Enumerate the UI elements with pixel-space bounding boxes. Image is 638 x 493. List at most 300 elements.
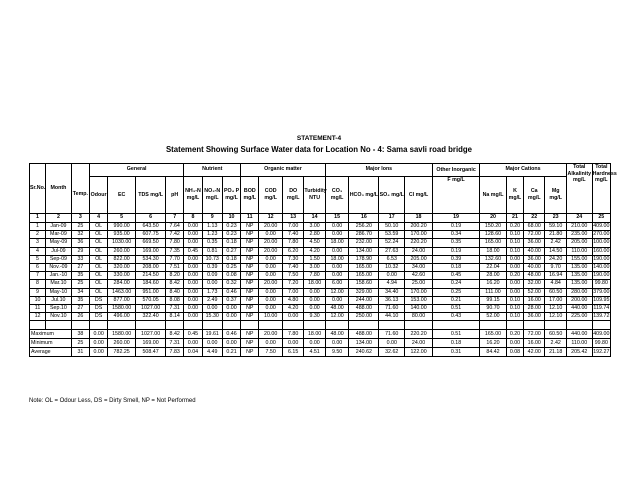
table-cell: 256.20 <box>349 223 379 231</box>
table-cell: 158.60 <box>349 280 379 288</box>
table-row <box>30 239 611 247</box>
spacer-cell <box>379 321 405 330</box>
summary-cell: 16.20 <box>480 339 507 348</box>
table-cell: 607.75 <box>136 231 166 239</box>
table-cell: 150.20 <box>480 223 507 231</box>
spacer-cell <box>480 321 507 330</box>
column-number: 21 <box>506 214 523 223</box>
spacer-cell <box>241 321 259 330</box>
table-cell: 7.00 <box>282 223 303 231</box>
table-cell: 0.00 <box>506 264 523 272</box>
table-cell: 7.40 <box>282 264 303 272</box>
table-cell: 12.10 <box>545 313 566 321</box>
table-cell: 2.49 <box>202 296 222 304</box>
table-cell: 48.00 <box>325 305 349 313</box>
column-number: 7 <box>166 214 184 223</box>
group-major-ions: Major Ions <box>325 164 432 177</box>
table-row <box>30 280 611 288</box>
table-row <box>30 288 611 296</box>
table-cell: 0.18 <box>432 264 479 272</box>
header-nh3n: NH₃-N mg/L <box>184 177 202 214</box>
table-row <box>30 247 611 255</box>
table-cell: 36.00 <box>524 313 545 321</box>
table-cell: 40.00 <box>524 247 545 255</box>
column-number: 2 <box>46 214 72 223</box>
summary-cell: 440.00 <box>566 330 592 339</box>
table-cell: 36 <box>71 239 89 247</box>
table-cell: 270.00 <box>593 231 610 238</box>
header-na: Na mg/L <box>480 177 507 214</box>
table-cell: 0.25 <box>432 288 479 296</box>
table-cell: NP <box>241 247 259 255</box>
table-cell: 0.00 <box>506 255 523 263</box>
table-cell: 71.60 <box>379 305 405 313</box>
summary-cell: 508.47 <box>136 348 166 357</box>
table-row <box>30 296 611 304</box>
table-cell: 3.00 <box>304 264 325 272</box>
table-cell: 225.00 <box>566 313 592 321</box>
table-cell: 190.00 <box>593 255 610 262</box>
summary-label: Average <box>30 348 72 357</box>
table-cell: 0.00 <box>184 305 202 313</box>
table-cell: 496.00 <box>108 313 136 321</box>
header-mg: Mg mg/L <box>545 177 566 214</box>
table-cell: 135.00 <box>566 280 592 288</box>
table-cell: 214.50 <box>136 272 166 280</box>
table-cell: 0.19 <box>432 247 479 255</box>
table-cell: 205.00 <box>566 239 592 247</box>
table-cell: 0.27 <box>222 247 240 255</box>
summary-cell: 0.00 <box>90 330 108 339</box>
table-cell: 6 <box>30 264 46 272</box>
table-cell: 0.00 <box>259 272 283 280</box>
table-cell: 260.00 <box>108 247 136 255</box>
summary-cell: 0.00 <box>90 348 108 357</box>
table-cell: DS <box>90 305 108 313</box>
spacer-cell <box>592 321 610 330</box>
table-cell: 160.00 <box>593 247 610 254</box>
header-ec: EC <box>108 177 136 214</box>
water-data-table-container <box>29 163 617 357</box>
summary-cell: 18.00 <box>304 330 325 339</box>
table-cell: 42.60 <box>405 272 433 280</box>
table-cell: 8.14 <box>166 313 184 321</box>
table-cell: 6.00 <box>325 280 349 288</box>
table-cell: NP <box>241 239 259 247</box>
table-cell: 60.50 <box>545 288 566 296</box>
table-cell: 330.00 <box>108 272 136 280</box>
table-cell: 0.10 <box>506 305 523 313</box>
table-cell: 16.00 <box>524 296 545 304</box>
table-cell: 28.00 <box>524 305 545 313</box>
table-cell: 12 <box>30 313 46 321</box>
summary-row <box>30 339 611 348</box>
group-other-inorganic: Other Inorganic <box>432 164 479 177</box>
header-month: Month <box>46 164 72 214</box>
summary-cell: 72.00 <box>524 330 545 339</box>
table-cell: 286.70 <box>349 231 379 239</box>
group-nutrient: Nutrient <box>184 164 241 177</box>
table-cell: 0.00 <box>202 280 222 288</box>
header-co3: CO₃ mg/L <box>325 177 349 214</box>
table-cell: 134.00 <box>349 247 379 255</box>
column-number: 11 <box>241 214 259 223</box>
table-cell: NP <box>241 255 259 263</box>
table-cell: 877.00 <box>108 296 136 304</box>
column-number: 19 <box>432 214 479 223</box>
table-cell: 26 <box>71 313 89 321</box>
table-cell: 0.23 <box>222 231 240 239</box>
table-cell: 128.60 <box>480 231 507 239</box>
table-cell: 5 <box>30 255 46 263</box>
table-header <box>30 164 617 223</box>
table-cell: 0.37 <box>222 296 240 304</box>
table-cell: 0.51 <box>432 305 479 313</box>
table-cell: 379.00 <box>593 288 610 295</box>
table-cell: 135.00 <box>566 264 592 272</box>
table-cell: 4.20 <box>304 247 325 255</box>
spacer-cell <box>545 321 566 330</box>
table-cell: 9.70 <box>545 264 566 272</box>
summary-cell: 38 <box>71 330 89 339</box>
table-cell: 7.51 <box>166 264 184 272</box>
table-cell: 20.00 <box>259 247 283 255</box>
table-cell: 0.35 <box>432 239 479 247</box>
header-so4: SO₄ mg/L <box>379 177 405 214</box>
table-cell: 0.00 <box>259 231 283 239</box>
table-cell: 99.15 <box>480 296 507 304</box>
table-cell: 2.80 <box>304 231 325 239</box>
table-cell: 132.60 <box>480 255 507 263</box>
spacer-cell <box>71 321 89 330</box>
summary-cell: 0.20 <box>506 330 523 339</box>
table-cell: 4.94 <box>379 280 405 288</box>
table-cell: 7.31 <box>166 305 184 313</box>
table-cell: 0.00 <box>325 231 349 239</box>
table-cell: 52.24 <box>379 239 405 247</box>
table-cell: 244.00 <box>349 296 379 304</box>
summary-cell: 7.31 <box>166 339 184 348</box>
table-cell: 643.50 <box>136 223 166 231</box>
column-number: 18 <box>405 214 433 223</box>
spacer-cell <box>349 321 379 330</box>
table-cell: 52.00 <box>524 288 545 296</box>
summary-cell: NP <box>241 330 259 339</box>
table-cell: 40.00 <box>524 264 545 272</box>
column-number: 8 <box>184 214 202 223</box>
summary-cell: 220.20 <box>405 330 433 339</box>
table-cell: 0.46 <box>222 288 240 296</box>
summary-cell: 260.00 <box>108 339 136 348</box>
summary-cell: 7.50 <box>259 348 283 357</box>
table-cell: 111.00 <box>480 288 507 296</box>
table-cell: 2 <box>30 231 46 239</box>
summary-cell: 1027.00 <box>136 330 166 339</box>
table-cell: 0.00 <box>184 296 202 304</box>
table-cell: 155.00 <box>566 255 592 263</box>
table-cell: 1.13 <box>202 223 222 231</box>
table-cell: 18.00 <box>480 247 507 255</box>
table-cell: 10.73 <box>202 255 222 263</box>
table-cell: NP <box>241 280 259 288</box>
table-cell: 33 <box>71 255 89 263</box>
table-cell: OL <box>90 288 108 296</box>
statement-label: STATEMENT-4 <box>296 135 342 142</box>
table-cell: 59.10 <box>545 223 566 231</box>
summary-cell: 2.42 <box>545 339 566 348</box>
header-total-alkalinity: Total Alkalinity mg/L <box>566 164 592 214</box>
table-cell: 32.00 <box>524 280 545 288</box>
table-cell: 1580.00 <box>108 305 136 313</box>
table-cell: 7.80 <box>282 239 303 247</box>
column-number: 1 <box>30 214 46 223</box>
column-number: 20 <box>480 214 507 223</box>
table-cell: 6.53 <box>379 255 405 263</box>
table-cell: 170.00 <box>405 288 433 296</box>
table-cell: NP <box>241 223 259 231</box>
table-body <box>30 223 611 321</box>
table-cell: Jul.10 <box>46 296 72 304</box>
table-cell: 27 <box>71 264 89 272</box>
table-cell: 0.21 <box>432 296 479 304</box>
table-cell: 4.84 <box>545 280 566 288</box>
table-cell: 0.00 <box>282 313 303 321</box>
table-cell: 409.00 <box>593 223 610 229</box>
table-cell: 0.81 <box>202 247 222 255</box>
table-cell: Jan-09 <box>46 223 72 231</box>
group-major-cations: Major Cations <box>480 164 567 177</box>
table-cell: 1.50 <box>304 255 325 263</box>
table-cell: 0.45 <box>184 247 202 255</box>
header-turbidity: Turbidity NTU <box>304 177 325 214</box>
table-cell: 220.20 <box>405 239 433 247</box>
table-cell: 0.00 <box>184 223 202 231</box>
summary-cell: 25 <box>71 339 89 348</box>
table-cell: 15.30 <box>202 313 222 321</box>
summary-cell: 0.45 <box>184 330 202 339</box>
header-cl: Cl mg/L <box>405 177 433 214</box>
table-cell: 7.35 <box>166 247 184 255</box>
table-cell: 0.00 <box>325 223 349 231</box>
summary-cell: 7.83 <box>166 348 184 357</box>
table-cell: 68.00 <box>524 223 545 231</box>
table-cell: 4.80 <box>282 296 303 304</box>
table-cell: OL <box>90 239 108 247</box>
column-number-row <box>30 214 611 223</box>
table-cell: 570.05 <box>136 296 166 304</box>
table-cell: May-09 <box>46 239 72 247</box>
table-row <box>30 305 611 313</box>
header-srno: Sr.No. <box>30 164 46 214</box>
table-cell: OL <box>90 247 108 255</box>
table-cell: 35 <box>71 272 89 280</box>
table-cell: 0.00 <box>184 272 202 280</box>
group-general: General <box>90 164 184 177</box>
summary-cell: 0.31 <box>432 348 479 357</box>
column-number: 23 <box>545 214 566 223</box>
table-cell: 329.00 <box>349 288 379 296</box>
column-number: 9 <box>202 214 222 223</box>
column-number: 4 <box>90 214 108 223</box>
table-cell: 440.00 <box>566 305 592 313</box>
table-cell: DS <box>90 313 108 321</box>
table-cell: 140.00 <box>405 305 433 313</box>
table-cell: 0.00 <box>304 305 325 313</box>
header-cod: COD mg/L <box>259 177 283 214</box>
table-cell: 110.00 <box>566 247 592 255</box>
summary-cell: 0.08 <box>506 348 523 357</box>
header-ca: Ca mg/L <box>524 177 545 214</box>
summary-cell: 0.00 <box>506 339 523 348</box>
table-cell: 1027.00 <box>136 305 166 313</box>
table-cell: 822.00 <box>108 255 136 263</box>
table-cell: OL <box>90 280 108 288</box>
spacer-cell <box>222 321 240 330</box>
table-cell: 0.00 <box>184 239 202 247</box>
summary-cell: 169.00 <box>136 339 166 348</box>
table-cell: 0.00 <box>184 255 202 263</box>
table-cell: Jan.-10 <box>46 272 72 280</box>
table-cell: 0.24 <box>432 280 479 288</box>
table-cell: 0.00 <box>184 280 202 288</box>
table-cell: 0.25 <box>222 264 240 272</box>
spacer-cell <box>30 321 46 330</box>
table-cell: 0.20 <box>506 272 523 280</box>
table-cell: 1463.00 <box>108 288 136 296</box>
spacer-cell <box>282 321 303 330</box>
table-cell: OL <box>90 223 108 231</box>
table-row <box>30 223 611 231</box>
summary-cell: 205.42 <box>566 348 592 357</box>
table-cell: 284.00 <box>108 280 136 288</box>
table-cell: Jul-09 <box>46 247 72 255</box>
table-cell: 153.00 <box>405 296 433 304</box>
spacer-cell <box>432 321 479 330</box>
header-temp: Temp. <box>71 177 89 214</box>
table-cell: 0.18 <box>222 255 240 263</box>
table-cell: 17.00 <box>545 296 566 304</box>
table-cell: 25 <box>71 280 89 288</box>
summary-cell: 0.00 <box>202 339 222 348</box>
summary-cell: 1580.00 <box>108 330 136 339</box>
header-k: K mg/L <box>506 177 523 214</box>
table-cell: 7.80 <box>304 272 325 280</box>
table-cell: 34.00 <box>405 264 433 272</box>
table-cell: 0.00 <box>184 288 202 296</box>
table-cell: 9 <box>30 288 46 296</box>
table-cell: 18.00 <box>304 280 325 288</box>
table-cell: 7.70 <box>166 255 184 263</box>
table-cell: 184.60 <box>136 280 166 288</box>
table-cell: 280.00 <box>566 288 592 296</box>
table-cell: 36.00 <box>524 255 545 263</box>
table-cell: 18.00 <box>325 239 349 247</box>
table-row <box>30 255 611 263</box>
spacer-row <box>30 321 611 330</box>
table-cell: 7.30 <box>282 255 303 263</box>
table-cell: 8.42 <box>166 280 184 288</box>
table-cell: NP <box>241 313 259 321</box>
table-cell: 0.00 <box>184 264 202 272</box>
table-cell: 24.00 <box>405 247 433 255</box>
table-cell: 4 <box>30 247 46 255</box>
summary-cell: 0.00 <box>379 339 405 348</box>
table-cell: 27.63 <box>379 247 405 255</box>
summary-cell: 31 <box>71 348 89 357</box>
page-title: Statement Showing Surface Water data for Location No - 4: Sama savli road bridge <box>165 145 472 154</box>
table-cell: 21.80 <box>545 231 566 239</box>
table-cell: 0.00 <box>184 313 202 321</box>
summary-label: Maximum <box>30 330 72 339</box>
group-organic-matter: Organic matter <box>241 164 326 177</box>
spacer-cell <box>325 321 349 330</box>
table-cell: 0.00 <box>202 305 222 313</box>
summary-cell: 20.00 <box>259 330 283 339</box>
summary-cell: NP <box>241 339 259 348</box>
table-cell: May-10 <box>46 288 72 296</box>
table-cell: 14.50 <box>545 247 566 255</box>
table-cell: 16.20 <box>480 280 507 288</box>
table-cell: 1.73 <box>202 288 222 296</box>
table-cell: Mar.10 <box>46 280 72 288</box>
table-cell: 72.00 <box>524 231 545 239</box>
table-cell: 32 <box>71 231 89 239</box>
summary-cell: 21.18 <box>545 348 566 357</box>
table-cell: 232.00 <box>349 239 379 247</box>
column-number: 3 <box>71 214 89 223</box>
table-cell: 0.00 <box>222 313 240 321</box>
summary-cell: 48.00 <box>325 330 349 339</box>
table-cell: 44.10 <box>379 313 405 321</box>
table-cell: 8 <box>30 280 46 288</box>
table-cell: 0.00 <box>379 272 405 280</box>
column-number: 22 <box>524 214 545 223</box>
table-cell: 3 <box>30 239 46 247</box>
table-cell: 170.00 <box>405 231 433 239</box>
table-cell: 669.50 <box>136 239 166 247</box>
header-temp-spacer <box>71 164 89 177</box>
table-cell: 0.10 <box>506 239 523 247</box>
spacer-cell <box>405 321 433 330</box>
spacer-cell <box>304 321 325 330</box>
header-po4p: PO₄ P mg/L <box>222 177 240 214</box>
spacer-cell <box>524 321 545 330</box>
table-cell: 20.00 <box>259 223 283 231</box>
table-cell: 0.00 <box>325 264 349 272</box>
table-row <box>30 272 611 280</box>
table-cell: 0.34 <box>432 231 479 239</box>
table-cell: 0.35 <box>202 239 222 247</box>
spacer-cell <box>46 321 72 330</box>
table-cell: 7.50 <box>282 272 303 280</box>
table-cell: NP <box>241 231 259 239</box>
summary-cell: 19.61 <box>202 330 222 339</box>
table-cell: 11 <box>30 305 46 313</box>
column-number: 13 <box>282 214 303 223</box>
table-cell: 9.30 <box>304 313 325 321</box>
table-cell: 169.00 <box>136 247 166 255</box>
table-cell: 951.00 <box>136 288 166 296</box>
table-cell: 24.20 <box>545 255 566 263</box>
table-cell: 0.00 <box>506 280 523 288</box>
spacer-cell <box>506 321 523 330</box>
table-cell: 0.00 <box>259 305 283 313</box>
summary-cell: 409.00 <box>592 330 610 339</box>
table-cell: DS <box>90 296 108 304</box>
table-cell: 0.10 <box>506 296 523 304</box>
table-cell: 200.00 <box>566 296 592 304</box>
table-cell: 0.00 <box>259 296 283 304</box>
